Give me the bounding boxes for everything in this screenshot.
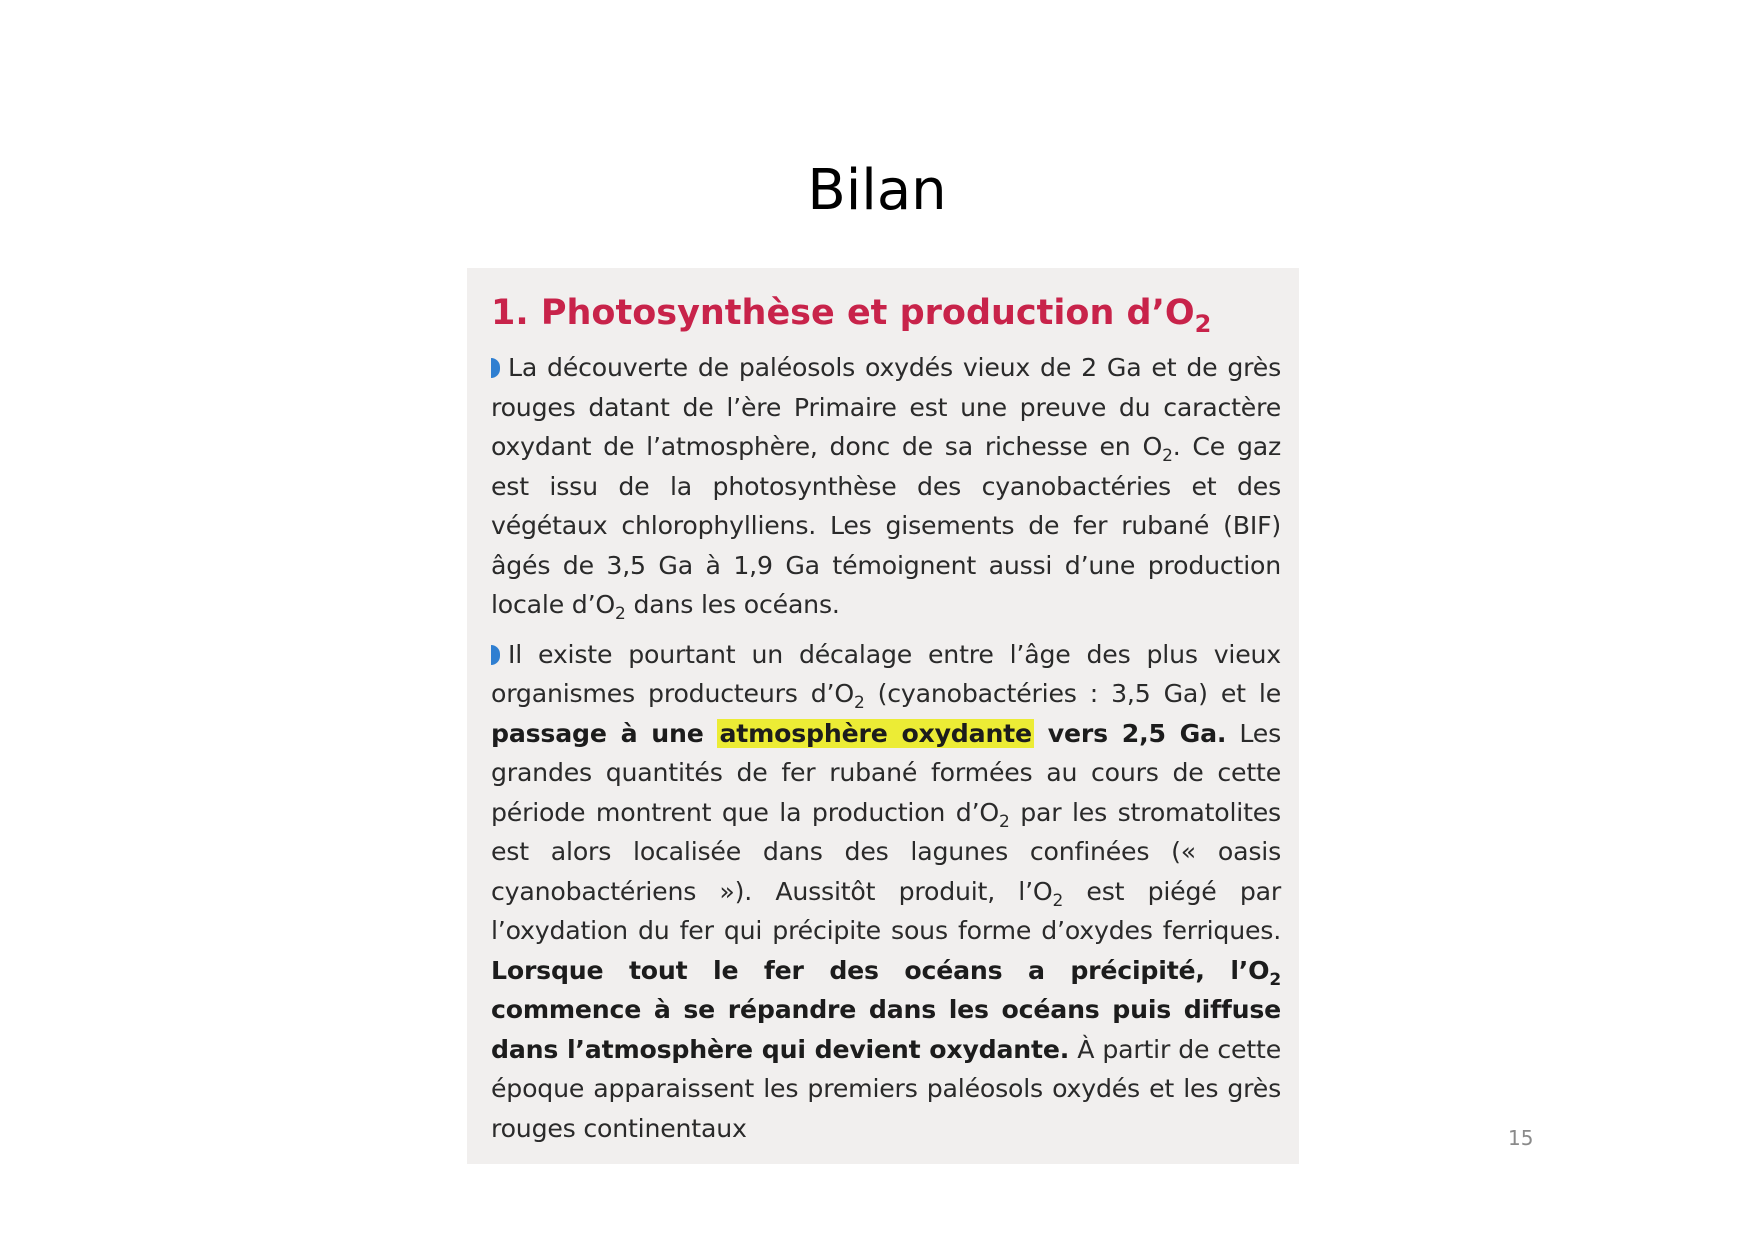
paragraph-2-bold-text: vers 2,5 Ga. [1033, 718, 1227, 748]
o2-subscript: 2 [1269, 969, 1281, 990]
o2-subscript: 2 [1052, 890, 1064, 911]
scanned-textbook-excerpt [467, 268, 1299, 1164]
bullet-icon [491, 645, 500, 665]
highlighted-term: atmosphère oxydante [719, 718, 1032, 748]
bullet-icon [491, 358, 500, 378]
section-heading-subscript: 2 [1194, 310, 1212, 338]
slide-title: Bilan [807, 158, 947, 223]
paragraph-2-text: Les grandes quantités de fer rubané formées au cours de cette période montrent que la production d’O [491, 718, 1281, 827]
paragraph-1-text: . Ce gaz est issu de la photosynthèse des cyanobactéries et des végétaux chlorophylliens. Les gisements de fer rubané (BIF) âgés de 3,5 Ga à 1,9 Ga témoignent aussi d’une production locale d’O [491, 432, 1281, 619]
paragraph-2-text: (cyanobactéries : 3,5 Ga) et le [864, 679, 1281, 708]
section-heading-text: Photosynthèse et production d’O [540, 293, 1195, 333]
o2-subscript: 2 [999, 811, 1010, 832]
o2-subscript: 2 [615, 604, 626, 624]
paragraph-1-text: dans les océans. [625, 590, 840, 619]
paragraph-2-bold-text: Lorsque tout le fer des océans a précipité, l’O [491, 955, 1270, 985]
paragraph-2-text: Il existe pourtant un décalage entre l’âge des plus vieux organismes producteurs d’O [491, 639, 1281, 708]
paragraph-2-text: À partir de cette époque apparaissent les premiers paléosols oxydés et les grès rouges continentaux [491, 1034, 1281, 1143]
paragraph-1 [491, 348, 1281, 625]
page-number: 15 [1508, 1126, 1534, 1150]
paragraph-2-text: par les stromatolites est alors localisée dans des lagunes confinées (« oasis cyanobactériens »). Aussitôt produit, l’O [491, 797, 1281, 906]
paragraph-1-text: La découverte de paléosols oxydés vieux de 2 Ga et de grès rouges datant de l’ère Primaire est une preuve du caractère oxydant de l’atmosphère, donc de sa richesse en O [491, 353, 1281, 461]
paragraph-2-bold-text: passage à une [491, 718, 718, 748]
o2-subscript: 2 [853, 693, 865, 713]
paragraph-2-text: est piégé par l’oxydation du fer qui précipite sous forme d’oxydes ferriques. [491, 876, 1282, 945]
section-number: 1. [491, 293, 529, 333]
paragraph-2-bold-text: commence à se répandre dans les océans puis diffuse dans l’atmosphère qui devient oxydante. [491, 995, 1281, 1064]
paragraph-2 [491, 635, 1281, 1149]
o2-subscript: 2 [1162, 446, 1173, 466]
section-heading [491, 292, 1281, 338]
